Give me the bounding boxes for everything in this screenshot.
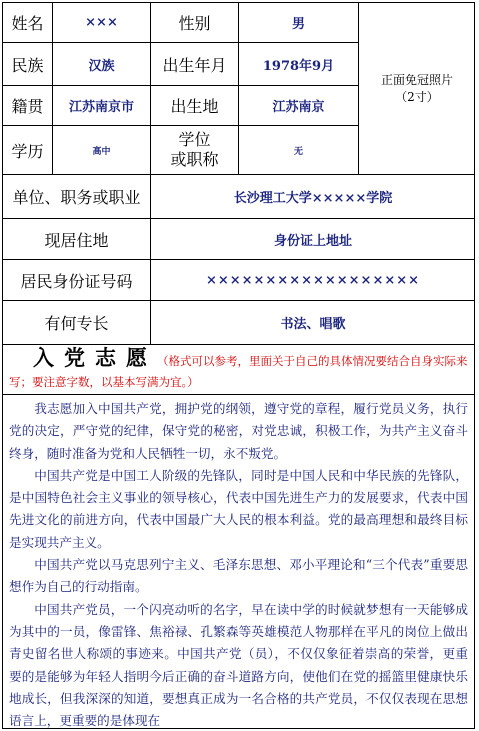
photo-caption: 正面免冠照片 xyxy=(380,72,453,87)
essay-note: （格式可以参考，里面关于自己的具体情况要结合自身实际来写；要注意字数，以基本写满为宜。） xyxy=(9,354,468,389)
application-essay xyxy=(3,346,474,729)
essay-paragraph: 我志愿加入中国共产党，拥护党的纲领，遵守党的章程，履行党员义务，执行党的决定，严守党的纪律，保守党的秘密，对党忠诚，积极工作，为共产主义奋斗终身，随时准备为党和人民牺牲一切，永不叛党。 xyxy=(9,401,468,461)
photo-size: （2寸） xyxy=(395,89,439,104)
name-label: 姓名 xyxy=(3,3,53,43)
essay-header xyxy=(3,346,474,392)
address-label: 现居住地 xyxy=(3,219,151,260)
native-place-label: 籍贯 xyxy=(3,86,53,126)
name-value: ××× xyxy=(53,3,151,43)
native-place-value: 江苏南京市 xyxy=(53,86,151,126)
application-form xyxy=(2,2,475,729)
photo-placeholder xyxy=(359,3,476,175)
essay-paragraph: 中国共产党以马克思列宁主义、毛泽东思想、邓小平理论和“三个代表”重要思想作为自己的行动指南。 xyxy=(9,557,468,595)
ethnicity-label: 民族 xyxy=(3,43,53,86)
id-number-value: ×××××××××××××××××× xyxy=(151,260,476,301)
essay-paragraph: 中国共产党是中国工人阶级的先锋队，同时是中国人民和中华民族的先锋队，是中国特色社会主义事业的领导核心，代表中国先进生产力的发展要求，代表中国先进文化的前进方向，代表中国最广大人民的根本利益。党的最高理想和最终目标是实现共产主义。 xyxy=(9,467,468,550)
essay-body xyxy=(3,394,474,729)
unit-label: 单位、职务或职业 xyxy=(3,175,151,219)
birthplace-label: 出生地 xyxy=(151,86,239,126)
degree-label-line2: 或职称 xyxy=(170,150,219,169)
essay-title: 入党志愿 xyxy=(33,346,157,370)
birth-date-label: 出生年月 xyxy=(151,43,239,86)
education-value: 高中 xyxy=(53,126,151,175)
degree-label xyxy=(151,126,239,175)
specialty-label: 有何专长 xyxy=(3,301,151,345)
gender-value: 男 xyxy=(239,3,359,43)
unit-value: 长沙理工大学×××××学院 xyxy=(151,175,476,219)
gender-label: 性别 xyxy=(151,3,239,43)
personal-info-table xyxy=(2,2,475,345)
degree-label-line1: 学位 xyxy=(178,130,211,149)
essay-paragraph: 中国共产党员，一个闪亮动听的名字，早在读中学的时候就梦想有一天能够成为其中的一员，像雷锋、焦裕禄、孔繁森等英雄模范人物那样在平凡的岗位上做出青史留名世人称颂的事迹来。中国共产党（员），不仅仅象征着崇高的荣誉，更重要的是能够为年轻人指明今后正确的奋斗道路方向，使他们在党的摇篮里健康快乐地成长，但我深深的知道，要想真正成为一名合格的共产党员，不仅仅表现在思想语言上，更重要的是体现在 xyxy=(9,601,468,729)
education-label: 学历 xyxy=(3,126,53,175)
degree-value: 无 xyxy=(239,126,359,175)
address-value: 身份证上地址 xyxy=(151,219,476,260)
ethnicity-value: 汉族 xyxy=(53,43,151,86)
id-number-label: 居民身份证号码 xyxy=(3,260,151,301)
specialty-value: 书法、唱歌 xyxy=(151,301,476,345)
birthplace-value: 江苏南京 xyxy=(239,86,359,126)
birth-date-value: 1978年9月 xyxy=(239,43,359,86)
